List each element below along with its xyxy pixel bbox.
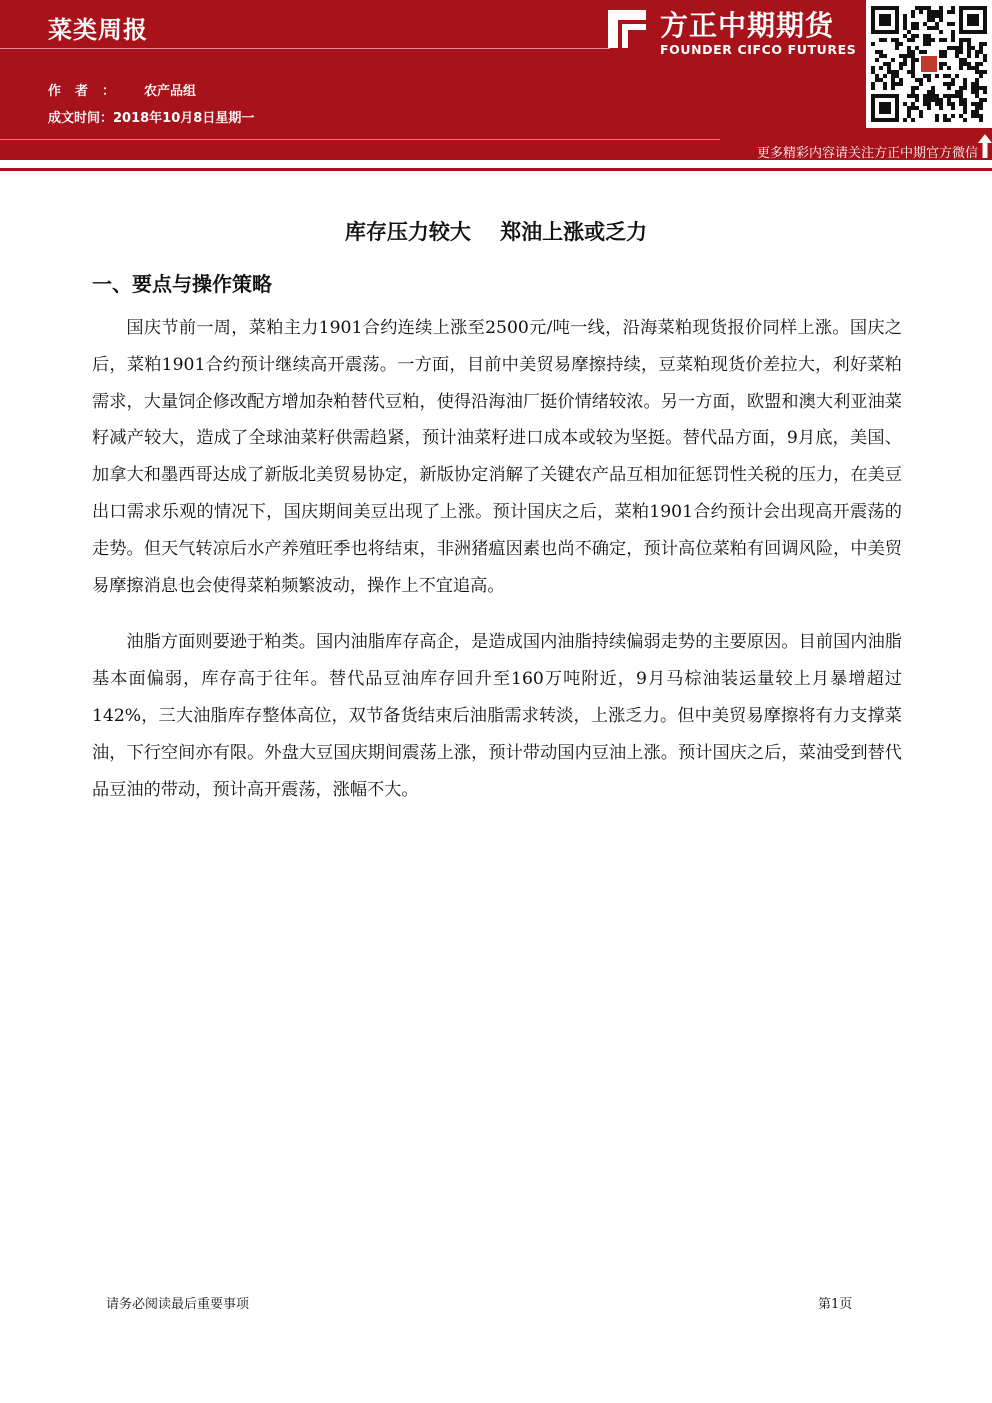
author-label: 作者：	[48, 84, 130, 99]
header-underline	[0, 168, 992, 171]
body-text	[92, 310, 902, 828]
paragraph-rapeseed-oil: 油脂方面则要逊于粕类。国内油脂库存高企，是造成国内油脂持续偏弱走势的主要原因。目前国内油脂基本面偏弱，库存高于往年。替代品豆油库存回升至160万吨附近，9月马棕油装运量较上月暴增超过142%，三大油脂库存整体高位，双节备货结束后油脂需求转淡，上涨乏力。但中美贸易摩擦将有力支撑菜油，下行空间亦有限。外盘大豆国庆期间震荡上涨，预计带动国内豆油上涨。预计国庆之后，菜油受到替代品豆油的带动，预计高开震荡，涨幅不大。	[92, 632, 902, 800]
header-divider	[0, 48, 610, 49]
wechat-prompt: 更多精彩内容请关注方正中期官方微信	[756, 146, 978, 161]
brand-name-cn: 方正中期期货	[660, 9, 835, 42]
document-title: 库存压力较大 郑油上涨或乏力	[344, 220, 648, 244]
wechat-divider	[0, 139, 720, 140]
paragraph-rapeseed-meal: 国庆节前一周，菜粕主力1901合约连续上涨至2500元/吨一线，沿海菜粕现货报价同样上涨。国庆之后，菜粕1901合约预计继续高开震荡。一方面，目前中美贸易摩擦持续，豆菜粕现货价差拉大，利好菜粕需求，大量饲企修改配方增加杂粕替代豆粕，使得沿海油厂挺价情绪较浓。另一方面，欧盟和澳大利亚油菜籽减产较大，造成了全球油菜籽供需趋紧，预计油菜籽进口成本或较为坚挺。替代品方面，9月底，美国、加拿大和墨西哥达成了新版北美贸易协定，新版协定消解了关键农产品互相加征惩罚性关税的压力，在美豆出口需求乐观的情况下，国庆期间美豆出现了上涨。预计国庆之后，菜粕1901合约预计会出现高开震荡的走势。但天气转凉后水产养殖旺季也将结束，非洲猪瘟因素也尚不确定，预计高位菜粕有回调风险，中美贸易摩擦消息也会使得菜粕频繁波动，操作上不宜追高。	[92, 318, 902, 596]
author-value: 农产品组	[144, 84, 197, 99]
wechat-bar	[0, 138, 992, 160]
report-header	[0, 0, 992, 160]
date-row: 成文时间：2018年10月8日星期一	[48, 111, 255, 126]
author-row	[48, 80, 196, 99]
page-number: 第1页	[818, 1297, 853, 1312]
brand-mark-icon	[604, 6, 650, 52]
up-arrow-icon	[978, 134, 992, 158]
report-type-title: 菜类周报	[48, 16, 148, 44]
brand-name-en: FOUNDER CIFCO FUTURES	[660, 42, 857, 57]
wechat-qr-code-icon	[866, 0, 992, 128]
brand-logo	[604, 6, 860, 58]
footer-notice: 请务必阅读最后重要事项	[106, 1297, 250, 1312]
section-heading: 一、要点与操作策略	[92, 272, 272, 296]
